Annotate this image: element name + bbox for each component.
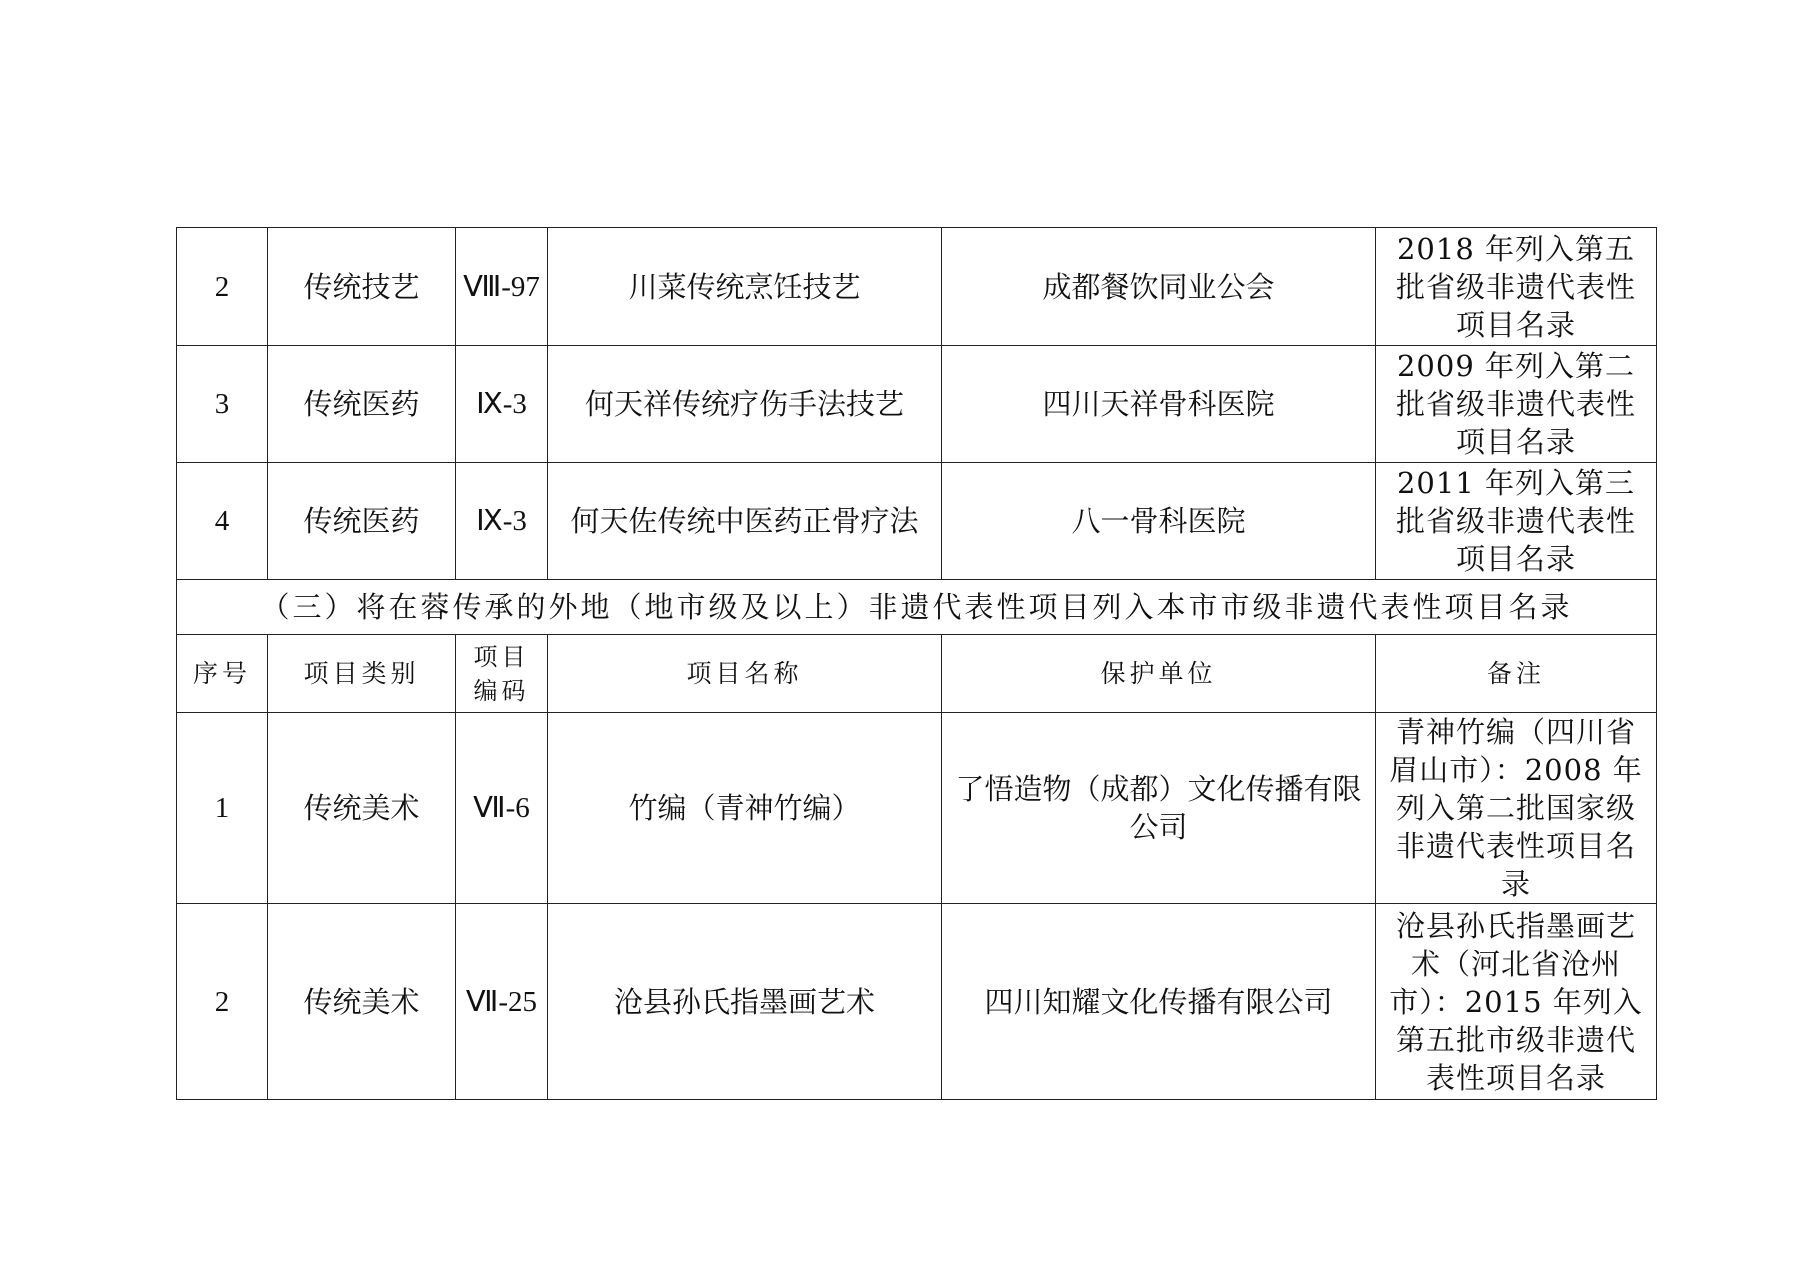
header-unit: 保护单位: [942, 635, 1376, 713]
header-number: 序号: [177, 635, 268, 713]
project-category: 传统医药: [268, 463, 456, 580]
remarks: 2011 年列入第三批省级非遗代表性项目名录: [1376, 463, 1657, 580]
project-name: 竹编（青神竹编）: [548, 713, 942, 904]
project-name: 何天祥传统疗伤手法技艺: [548, 346, 942, 463]
row-number: 4: [177, 463, 268, 580]
remarks: 青神竹编（四川省眉山市）：2008 年列入第二批国家级非遗代表性项目名录: [1376, 713, 1657, 904]
project-name: 沧县孙氏指墨画艺术: [548, 904, 942, 1100]
header-remarks: 备注: [1376, 635, 1657, 713]
row-number: 2: [177, 904, 268, 1100]
protection-unit: 成都餐饮同业公会: [942, 228, 1376, 346]
project-code: Ⅸ-3: [456, 463, 548, 580]
heritage-table: [176, 227, 1657, 1100]
remarks: 2009 年列入第二批省级非遗代表性项目名录: [1376, 346, 1657, 463]
remarks: 2018 年列入第五批省级非遗代表性项目名录: [1376, 228, 1657, 346]
table-row: [177, 904, 1657, 1100]
project-name: 川菜传统烹饪技艺: [548, 228, 942, 346]
table-row: [177, 228, 1657, 346]
protection-unit: 四川天祥骨科医院: [942, 346, 1376, 463]
protection-unit: 四川知耀文化传播有限公司: [942, 904, 1376, 1100]
project-category: 传统医药: [268, 346, 456, 463]
protection-unit: 了悟造物（成都）文化传播有限公司: [942, 713, 1376, 904]
header-code: 项目编码: [456, 635, 548, 713]
project-category: 传统技艺: [268, 228, 456, 346]
table-row: [177, 713, 1657, 904]
table-row: [177, 463, 1657, 580]
project-code: Ⅸ-3: [456, 346, 548, 463]
row-number: 2: [177, 228, 268, 346]
project-category: 传统美术: [268, 904, 456, 1100]
project-code: Ⅶ-25: [456, 904, 548, 1100]
header-name: 项目名称: [548, 635, 942, 713]
header-category: 项目类别: [268, 635, 456, 713]
row-number: 1: [177, 713, 268, 904]
project-category: 传统美术: [268, 713, 456, 904]
protection-unit: 八一骨科医院: [942, 463, 1376, 580]
section-title: （三）将在蓉传承的外地（地市级及以上）非遗代表性项目列入本市市级非遗代表性项目名录: [177, 580, 1657, 635]
table-row: [177, 346, 1657, 463]
header-row: [177, 635, 1657, 713]
project-code: Ⅶ-6: [456, 713, 548, 904]
project-name: 何天佐传统中医药正骨疗法: [548, 463, 942, 580]
remarks: 沧县孙氏指墨画艺术（河北省沧州市）：2015 年列入第五批市级非遗代表性项目名录: [1376, 904, 1657, 1100]
project-code: Ⅷ-97: [456, 228, 548, 346]
section-row: [177, 580, 1657, 635]
row-number: 3: [177, 346, 268, 463]
